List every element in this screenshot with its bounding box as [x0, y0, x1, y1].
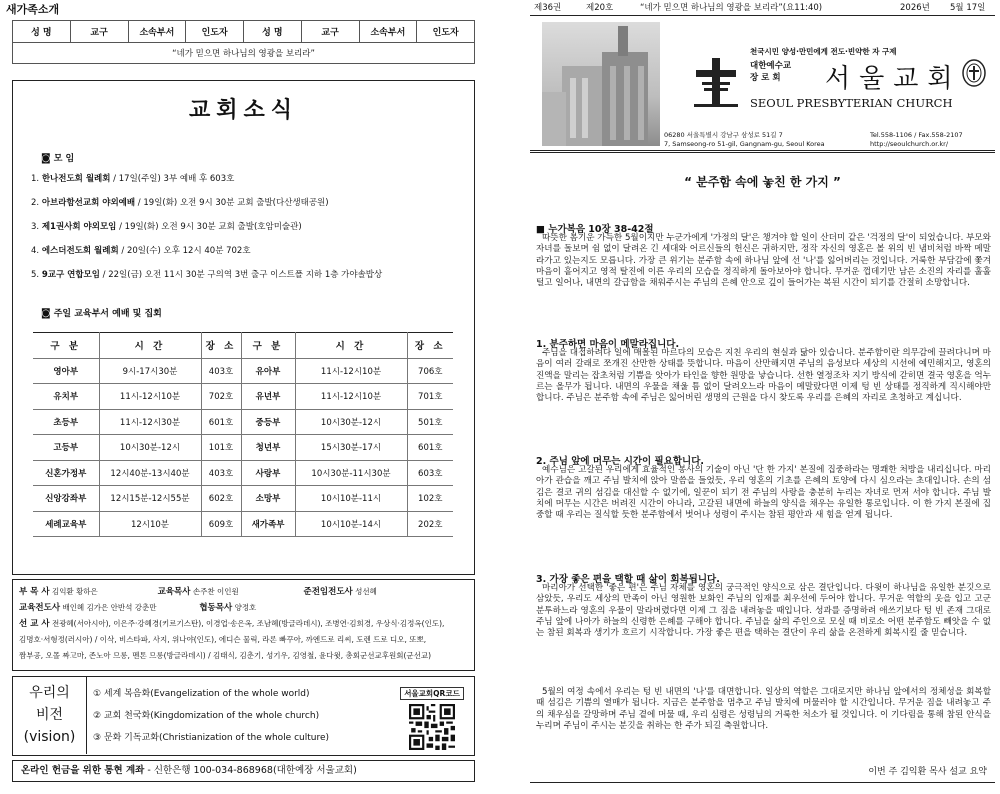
masthead [530, 18, 995, 153]
meetings-heading: ◙ 모 임 [41, 153, 75, 164]
edu-header-row [33, 333, 453, 359]
nf-header-name: 성 명 [13, 21, 71, 43]
nf-header-district-2: 교구 [301, 21, 359, 43]
sermon-signature: 이번 주 김익환 목사 설교 요약 [868, 767, 987, 777]
header-verse: “네가 믿으면 하나님의 영광을 보리라”(요11:40) [640, 3, 823, 13]
meeting-item: 1. 한나전도회 월례회 / 17일(주일) 3부 예배 후 603호 [31, 174, 235, 184]
staff-line: 교육전도사 배인혜 김가은 안반석 강춘만 협동목사 양정호 [19, 603, 257, 613]
vision-item: ① 세계 복음화(Evangelization of the whole world) [93, 689, 310, 699]
newfamily-title: 새가족소개 [6, 3, 60, 16]
sermon-paragraph-2: 예수님은 고갈된 우리에게 효율적인 봉사의 기술이 아닌 '단 한 가지' 본질에 집중하라는 명쾌한 처방을 내리십니다. 마리아가 관습을 깨고 주님 발치에 앉아 말씀을 들었듯, 우리 영혼의 기초를 은혜의 토양에 다시 심으라는 초대입니다. 손의 섬김은 결코 귀의 섬김을 대신할 수 없기에, 일꾼이 되기 전 주님의 사랑을 충분히 누리는 자녀로 먼저 서야 합니다. 주님 발치에 머무는 시간은 버려진 시간이 아니라, 고갈된 내면에 하늘의 양식을 채우는 유일한 통로입니다. 이 한 가지 본질에 집중할 때 우리는 질식할 듯한 분주함에서 벗어나 성령이 주시는 참된 평안과 새 힘을 얻게 됩니다. [536, 465, 991, 521]
issue-year: 2026년 [900, 3, 930, 13]
church-news-box [12, 80, 475, 575]
meeting-item: 4. 에스더전도회 월례회 / 20일(수) 오후 12시 40분 702호 [31, 246, 251, 256]
church-seal-icon [961, 58, 987, 88]
denomination: 대한예수교 장 로 회 [750, 61, 792, 83]
nf-header-dept-2: 소속부서 [359, 21, 417, 43]
table-row: 신혼가정부 12시40분-13시40분 403호 사랑부 10시30분-11시30분 603호 [33, 460, 453, 486]
edu-header-time: 시 간 [99, 333, 201, 359]
newfamily-verse: “네가 믿으면 하나님의 영광을 보리라” [13, 43, 475, 64]
missionaries-line: 선 교 사 전광혜(서아시아), 이은주·강혜경(키르기스탄), 이경업·송은옥, 조남혜(방글라데시), 조병연·김희경, 우상식·김정옥(인도), [19, 619, 445, 629]
staff-line: 부 목 사 김익환 황하은 교육목사 손주찬 이인원 준전임전도사 성선혜 [19, 587, 377, 597]
vision-label: 우리의 비전 (vision) [13, 677, 87, 754]
nf-header-guide: 인도자 [186, 21, 244, 43]
website-link[interactable]: http://seoulchurch.or.kr/ [870, 140, 949, 148]
sermon-intro: 따뜻한 봄기운 가득한 5월이지만 누군가에게 '가정의 달'은 챙겨야 할 일이 산더미 같은 '걱정의 달'이 되었습니다. 부모와 자녀를 돌보며 쉼 없이 달려온 긴 세대와 어르신들의 헌신은 귀하지만, 정작 자신의 영혼은 볼 위의 빈 냄비처럼 바짝 메말라가고 있는지도 모릅니다. 가장 큰 위기는 분주함 속에 하나님 앞에 선 '나'를 잃어버리는 것입니다. 거룩한 부담감에 쫓겨 마음이 흩어지고 영적 탈진에 이른 우리의 모습을 정직하게 돌아보아야 합니다. 무거운 껍데기만 남은 소진의 자리를 훌훌 털고 일어나, 내면의 갈급함을 채워주시는 주님의 은혜 안으로 깊이 들어가는 복된 시간이 되기를 간절히 소망합니다. [536, 233, 991, 289]
missionaries-line: 짬부공, 오몰 짜고마, 존노아 므롱, 멘톤 므롱(방글라데시) / 김태식, 김춘기, 성기우, 김영철, 윤다윗, 총회군선교후원회(군선교) [19, 651, 432, 660]
vision-box [12, 676, 475, 756]
sermon-point-2: 2. 주님 앞에 머무는 시간이 필요합니다. [536, 456, 705, 467]
table-row: 영아부 9시-17시30분 403호 유아부 11시-12시10분 706호 [33, 358, 453, 384]
qr-code-block[interactable] [396, 681, 468, 751]
issue-date: 5월 17일 [950, 3, 986, 13]
meeting-item: 3. 제1권사회 야외모임 / 19일(화) 오전 9시 30분 교회 출발(호암미술관) [31, 222, 302, 232]
edu-header-room-2: 장 소 [407, 333, 453, 359]
edu-heading: ◙ 주일 교육부서 예배 및 집회 [41, 308, 162, 319]
nf-header-guide-2: 인도자 [417, 21, 475, 43]
table-row: 신앙강좌부 12시15분-12시55분 602호 소망부 10시10분-11시 102호 [33, 486, 453, 512]
edu-header-time-2: 시 간 [295, 333, 407, 359]
sermon-title: “ 분주함 속에 놓친 한 가지 ” [684, 175, 841, 189]
staff-box [12, 579, 475, 671]
right-page [530, 0, 995, 794]
table-row: 고등부 10시30분-12시 101호 청년부 15시30분-17시 601호 [33, 435, 453, 461]
edu-header-dept: 구 분 [33, 333, 99, 359]
vision-items [93, 683, 329, 749]
left-page [0, 0, 484, 794]
church-building-photo [542, 22, 660, 146]
sermon-paragraph-1: 주님을 대접하려다 일에 매몰된 마르다의 모습은 지친 우리의 현실과 닮아 있습니다. 분주함이란 의무감에 끌려다니며 마음이 여러 갈래로 쪼개진 산만한 상태를 뜻합니다. 마음이 산만해지면 주님의 음성보다 세상의 시선에 예민해지고, 영혼의 진액을 말리는 잡초처럼 기쁨을 앗아가 타인을 향한 원망을 낳습니다. 선한 열정조차 지기 방식에 갇히면 결국 영혼을 억누르는 올무가 됩니다. 내면의 우물을 채울 틈 없이 달려오느라 마음이 메말랐다면 이제 텅 빈 상태를 정직하게 직시해야만 합니다. 주님은 분주함 속에 주님은 잃어버린 생명의 근원을 다시 찾도록 우리를 은혜의 자리로 초청하고 계십니다. [536, 348, 991, 404]
divider [530, 782, 995, 783]
vision-item: ③ 문화 기독교화(Christianization of the whole culture) [93, 733, 330, 743]
sermon-point-1: 1. 분주하면 마음이 메말라집니다. [536, 339, 680, 350]
edu-header-dept-2: 구 분 [241, 333, 295, 359]
volume: 제36권 [534, 3, 562, 13]
meeting-item: 5. 9교구 연합모임 / 22일(금) 오전 11시 30분 구의역 3번 출구 이스트폴 지하 1층 가야솔밥상 [31, 270, 383, 280]
church-contact: Tel.558-1106 / Fax.558-2107 http://seoulchurch.or.kr/ [870, 131, 963, 148]
edu-schedule-table [33, 332, 453, 537]
cross-logo-icon [688, 54, 744, 110]
sermon-paragraph-3: 마리아가 선택한 '좋은 편'은 주님 자체를 영혼의 궁극적인 양식으로 삼은 결단입니다. 다윗이 하나님을 유일한 분깃으로 삼았듯, 우리도 세상의 만족이 아닌 영원한 보화인 주님의 임재를 최우선에 두어야 합니다. 무거운 역할의 옷을 입고 고군분투하느라 영혼의 우물이 말라버렸다면 이제 그 짐을 내려놓을 때입니다. 성과를 증명하려 애쓰기보다 텅 빈 존재 그대로 주님 앞에 나아가 하늘의 신령한 은혜를 구해야 합니다. 주님을 삶의 주인으로 모실 때 비로소 어떤 분주함도 빼앗을 수 없는 참된 회복과 생기가 흐르기 시작합니다. 가장 좋은 편을 택하는 결단이 우리 삶을 온전하게 회복시킬 줄 믿습니다. [536, 583, 991, 639]
news-title: 교회소식 [188, 97, 298, 123]
vision-item: ② 교회 천국화(Kingdomization of the whole church) [93, 711, 320, 721]
church-address: 06280 서울특별시 강남구 삼성로 51길 7 7, Samseong-ro 51-gil, Gangnam-gu, Seoul Korea [664, 131, 825, 148]
issue-number: 제20호 [586, 3, 614, 13]
sermon-conclusion: 5월의 여정 속에서 우리는 텅 빈 내면의 '나'를 대면합니다. 일상의 역할은 그대로지만 하나님 앞에서의 정체성을 회복할 때 섬김은 기쁨의 열매가 됩니다. 지금은 분주함을 멈추고 주님 발치에 머물러야 할 시간입니다. 무거운 짐을 내려놓고 주의 채우심을 갈망하며 주님 곁에 머물 때, 우리 심령은 성령님의 거룩한 처소가 될 것입니다. 이 기다림을 통해 참된 안식을 누리며 주님이 주시는 분깃을 취하는 한 주가 되길 축원합니다. [536, 687, 991, 731]
nf-header-name-2: 성 명 [244, 21, 302, 43]
newfamily-table [12, 20, 475, 64]
square-bullet-icon: ◙ [41, 153, 51, 164]
table-row: 유치부 11시-12시10분 702호 유년부 11시-12시10분 701호 [33, 384, 453, 410]
table-row: 세례교육부 12시10분 609호 새가족부 10시10분-14시 202호 [33, 511, 453, 537]
online-offering-account: 온라인 헌금을 위한 통현 계좌 - 신한은행 100-034-868968(대한예장 서울교회) [12, 760, 475, 782]
table-row: 초등부 11시-12시30분 601호 중등부 10시30분-12시 501호 [33, 409, 453, 435]
nf-header-district: 교구 [70, 21, 128, 43]
nf-header-dept: 소속부서 [128, 21, 186, 43]
church-slogan: 천국시민 양성·만민에게 전도·빈약한 자 구제 [750, 47, 897, 56]
missionaries-line: 김명호·서형정(러시아) / 이삭, 비스타파, 사지, 위나야(인도), 에디슨 물릭, 라론 빠꾸아, 까엔드로 리씨, 도렌 드로 디오, 또뽀, [19, 635, 427, 644]
church-name: 서울교회 [825, 64, 962, 94]
church-name-en: SEOUL PRESBYTERIAN CHURCH [750, 96, 953, 110]
qr-code-icon[interactable] [409, 704, 455, 750]
meeting-item: 2. 아브라함선교회 야외예배 / 19일(화) 오전 9시 30분 교회 출발(다산생태공원) [31, 198, 329, 208]
sermon-point-3: 3. 가장 좋은 편을 택할 때 삶이 회복됩니다. [536, 574, 720, 585]
newfamily-header-row [13, 21, 475, 43]
qr-label: 서울교회QR코드 [400, 687, 464, 700]
scripture-reference: ■ 누가복음 10장 38-42절 [536, 224, 654, 235]
edu-header-room: 장 소 [201, 333, 241, 359]
issue-header [530, 0, 995, 16]
square-bullet-icon: ◙ [41, 308, 51, 319]
